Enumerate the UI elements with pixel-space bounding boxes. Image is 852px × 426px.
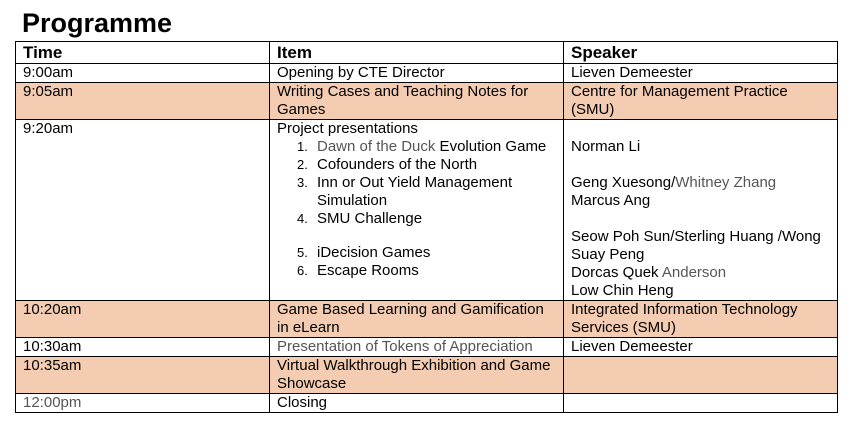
presentation-speaker: Dorcas Quek [571,264,662,281]
time-cell: 9:20am [16,120,270,301]
programme-table [15,41,838,413]
time-cell: 12:00pm [16,394,270,413]
list-item [277,174,556,210]
presentation-speaker: Low Chin Heng [571,282,674,299]
list-number: 4. [297,211,308,226]
time-cell: 9:05am [16,83,270,120]
speaker-cell [564,120,838,301]
list-item [277,138,556,156]
header-item: Item [270,42,564,64]
time-cell: 10:35am [16,357,270,394]
time-cell: 9:00am [16,64,270,83]
presentation-title: Inn or Out Yield Management Simulation [317,174,513,209]
list-item [277,156,556,174]
list-number: 5. [297,245,308,260]
item-cell [270,120,564,301]
time-cell: 10:20am [16,301,270,338]
table-row [16,64,838,83]
presentation-speaker-extra: Whitney Zhang [675,174,777,191]
presentation-speaker: Geng Xuesong/ [571,174,676,191]
presentation-title: Escape Rooms [317,262,419,279]
table-row [16,301,838,338]
speaker-cell: Integrated Information Technology Services (SMU) [564,301,838,338]
presentation-title: Cofounders of the North [317,156,478,173]
item-heading: Project presentations [277,120,418,137]
presentation-speaker: Norman Li [571,138,641,155]
list-item [277,244,556,262]
table-row [16,394,838,413]
list-item [277,262,556,280]
table-row [16,120,838,301]
presentation-speaker-group [571,264,830,282]
header-speaker: Speaker [564,42,838,64]
list-number: 3. [297,175,308,190]
table-row [16,338,838,357]
item-cell: Game Based Learning and Gamification in eLearn [270,301,564,338]
table-header-row [16,42,838,64]
presentation-list [277,138,556,280]
presentation-speaker-extra: Anderson [661,264,727,281]
header-time: Time [16,42,270,64]
time-cell: 10:30am [16,338,270,357]
list-number: 6. [297,263,308,278]
presentation-speaker-group [571,174,830,192]
list-item [277,210,556,244]
list-number: 1. [297,139,308,154]
list-number: 2. [297,157,308,172]
presentation-speaker: Marcus Ang [571,192,651,209]
speaker-cell: Lieven Demeester [564,64,838,83]
item-cell: Closing [270,394,564,413]
presentation-title: iDecision Games [317,244,431,261]
presentation-title: Dawn of the Duck [317,138,436,155]
speaker-cell: Lieven Demeester [564,338,838,357]
speaker-cell [564,394,838,413]
presentation-title: SMU Challenge [317,210,423,227]
item-cell: Opening by CTE Director [270,64,564,83]
presentation-speaker: Seow Poh Sun/Sterling Huang /Wong Suay Peng [571,228,821,263]
table-row [16,357,838,394]
speaker-cell: Centre for Management Practice (SMU) [564,83,838,120]
item-cell: Writing Cases and Teaching Notes for Games [270,83,564,120]
item-cell: Virtual Walkthrough Exhibition and Game Showcase [270,357,564,394]
table-row [16,83,838,120]
speaker-cell [564,357,838,394]
presentation-title-rest: Evolution Game [435,138,547,155]
page-title: Programme [22,8,173,38]
item-cell: Presentation of Tokens of Appreciation [270,338,564,357]
